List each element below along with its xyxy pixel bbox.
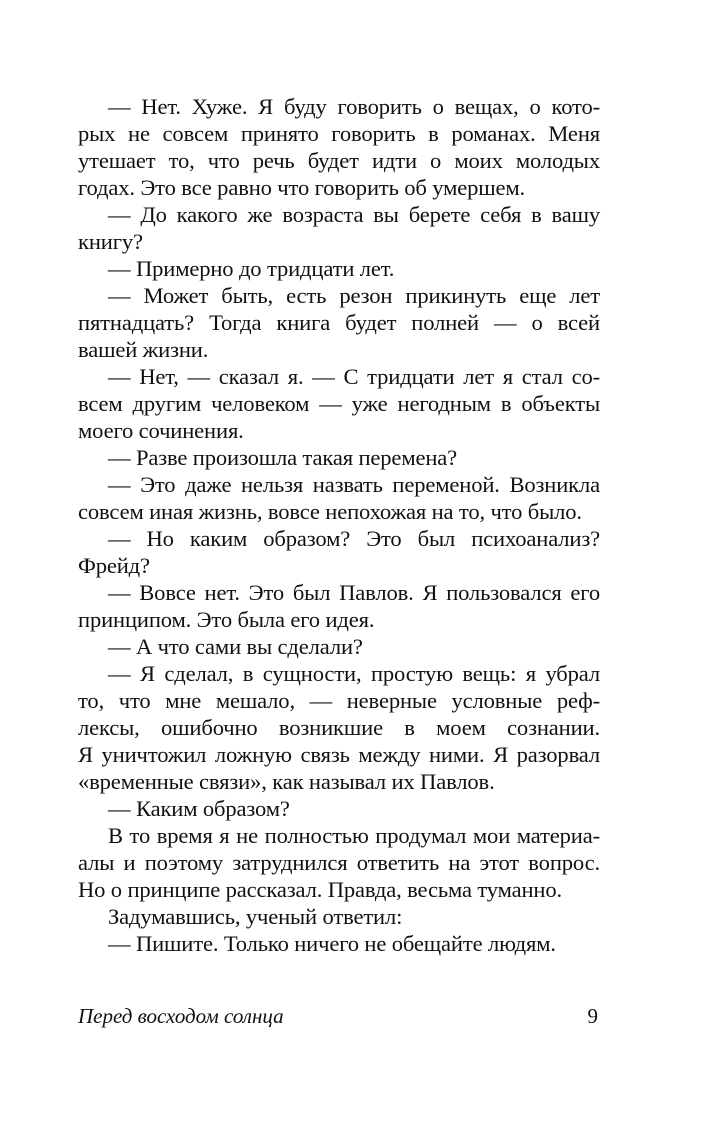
text-line: пятнадцать? Тогда книга будет полней — о всей xyxy=(78,310,600,335)
text-line: Но о принципе рассказал. Правда, весьма туманно. xyxy=(78,877,563,902)
text-line: — Нет, — сказал я. — С тридцати лет я стал со- xyxy=(108,364,600,389)
text-line: лексы, ошибочно возникшие в моем сознании. xyxy=(78,715,600,740)
running-title: Перед восходом солнца xyxy=(78,1004,284,1028)
text-line: — Это даже нельзя назвать переменой. Возникла xyxy=(108,472,600,497)
text-line: «временные связи», как называл их Павлов. xyxy=(78,769,495,794)
text-line: — Вовсе нет. Это был Павлов. Я пользовался его xyxy=(108,580,600,605)
text-line: алы и поэтому затруднился ответить на этот вопрос. xyxy=(78,850,600,875)
text-line: — Каким образом? xyxy=(108,796,290,821)
text-line: книгу? xyxy=(78,229,143,254)
body-text xyxy=(78,93,600,957)
text-line: утешает то, что речь будет идти о моих молодых xyxy=(78,148,600,173)
text-line: принципом. Это была его идея. xyxy=(78,607,375,632)
text-line: Я уничтожил ложную связь между ними. Я разорвал xyxy=(78,742,600,767)
text-line: — А что сами вы сделали? xyxy=(108,634,363,659)
text-line: — Я сделал, в сущности, простую вещь: я убрал xyxy=(108,661,600,686)
text-line: — Примерно до тридцати лет. xyxy=(108,256,395,281)
text-line: то, что мне мешало, — неверные условные реф- xyxy=(78,688,600,713)
text-line: моего сочинения. xyxy=(78,418,244,443)
text-line: — Нет. Хуже. Я буду говорить о вещах, о кото- xyxy=(108,94,600,119)
text-line: В то время я не полностью продумал мои материа- xyxy=(108,823,600,848)
text-line: рых не совсем принято говорить в романах. Меня xyxy=(78,121,600,146)
text-line: — До какого же возраста вы берете себя в вашу xyxy=(108,202,600,227)
text-line: — Может быть, есть резон прикинуть еще лет xyxy=(108,283,600,308)
text-line: Фрейд? xyxy=(78,553,150,578)
text-line: всем другим человеком — уже негодным в объекты xyxy=(78,391,600,416)
text-line: совсем иная жизнь, вовсе непохожая на то, что было. xyxy=(78,499,582,524)
text-line: годах. Это все равно что говорить об умершем. xyxy=(78,175,526,200)
text-line: — Но каким образом? Это был психоанализ? xyxy=(108,526,600,551)
text-line: вашей жизни. xyxy=(78,337,209,362)
text-line: — Разве произошла такая перемена? xyxy=(108,445,458,470)
page-number: 9 xyxy=(587,1004,598,1028)
text-line: Задумавшись, ученый ответил: xyxy=(108,904,403,929)
text-line: — Пишите. Только ничего не обещайте людям. xyxy=(108,931,556,956)
